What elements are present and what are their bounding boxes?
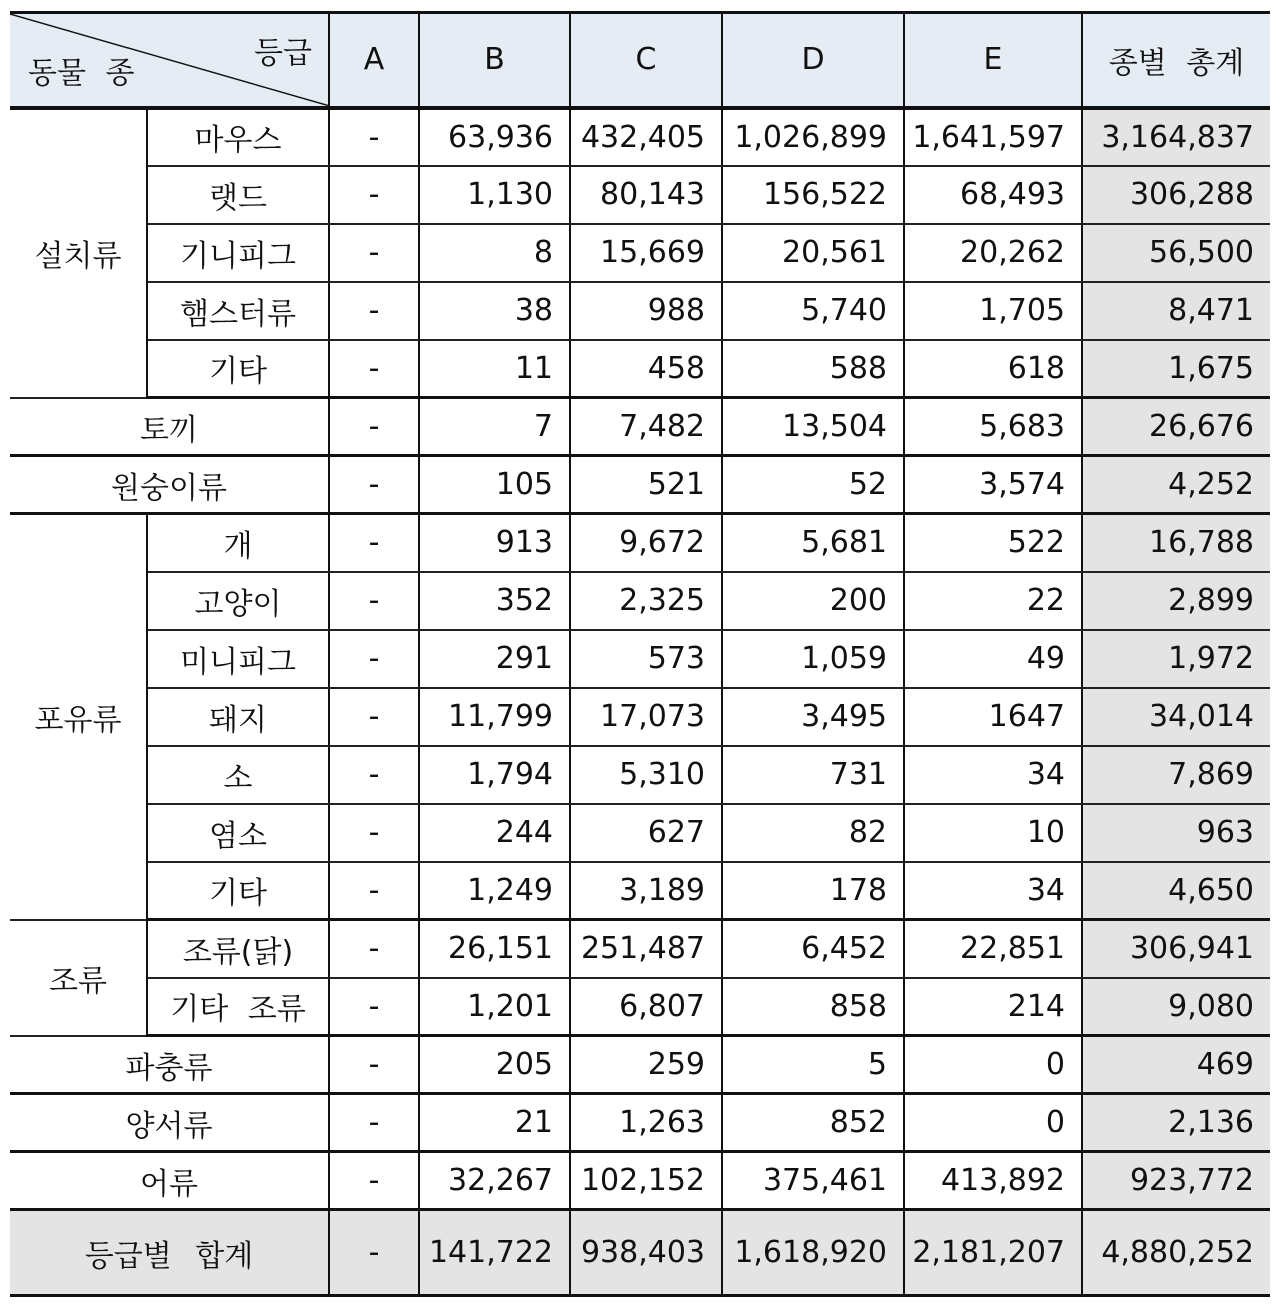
- grade-d-cell: 13,504: [722, 398, 904, 456]
- category-cell: 조류: [10, 920, 147, 1036]
- corner-species-label: 동물 종: [28, 55, 135, 91]
- corner-header-cell: [10, 13, 329, 108]
- grade-e-cell: 413,892: [904, 1152, 1082, 1210]
- category-cell: 포유류: [10, 514, 147, 920]
- species-total-cell: 306,288: [1082, 166, 1270, 224]
- table-row: [10, 1152, 1270, 1210]
- grade-b-cell: 11,799: [419, 688, 570, 746]
- grade-e-cell: 1,641,597: [904, 108, 1082, 166]
- category-cell: 토끼: [10, 398, 329, 456]
- grade-d-cell: 852: [722, 1094, 904, 1152]
- species-total-cell: 963: [1082, 804, 1270, 862]
- header-grade-b: B: [419, 13, 570, 108]
- grade-e-cell: 618: [904, 340, 1082, 398]
- table-row: [10, 862, 1270, 920]
- table-row: [10, 630, 1270, 688]
- species-total-cell: 469: [1082, 1036, 1270, 1094]
- grade-d-cell: 6,452: [722, 920, 904, 978]
- species-total-cell: 2,899: [1082, 572, 1270, 630]
- species-cell: 미니피그: [147, 630, 329, 688]
- grade-d-total: 1,618,920: [722, 1210, 904, 1296]
- table-row: [10, 398, 1270, 456]
- grade-e-cell: 1,705: [904, 282, 1082, 340]
- grade-b-cell: 7: [419, 398, 570, 456]
- grade-a-cell: -: [329, 514, 419, 572]
- category-cell: 양서류: [10, 1094, 329, 1152]
- grade-b-cell: 1,130: [419, 166, 570, 224]
- species-cell: 조류(닭): [147, 920, 329, 978]
- grade-d-cell: 588: [722, 340, 904, 398]
- grade-e-cell: 522: [904, 514, 1082, 572]
- grade-b-cell: 291: [419, 630, 570, 688]
- grade-c-cell: 573: [570, 630, 722, 688]
- grade-a-cell: -: [329, 862, 419, 920]
- species-total-cell: 4,650: [1082, 862, 1270, 920]
- grade-c-cell: 102,152: [570, 1152, 722, 1210]
- grade-e-cell: 1647: [904, 688, 1082, 746]
- grade-c-cell: 3,189: [570, 862, 722, 920]
- category-cell: 설치류: [10, 108, 147, 398]
- grade-a-cell: -: [329, 224, 419, 282]
- table-row: [10, 456, 1270, 514]
- grade-b-cell: 205: [419, 1036, 570, 1094]
- species-cell: 햄스터류: [147, 282, 329, 340]
- grade-a-cell: -: [329, 340, 419, 398]
- grade-a-cell: -: [329, 1152, 419, 1210]
- category-cell: 원숭이류: [10, 456, 329, 514]
- species-cell: 염소: [147, 804, 329, 862]
- grade-d-cell: 178: [722, 862, 904, 920]
- grade-b-cell: 105: [419, 456, 570, 514]
- grade-c-cell: 5,310: [570, 746, 722, 804]
- grade-c-cell: 2,325: [570, 572, 722, 630]
- table-row: [10, 572, 1270, 630]
- grade-c-cell: 9,672: [570, 514, 722, 572]
- grade-total-row: [10, 1210, 1270, 1296]
- grade-a-cell: -: [329, 804, 419, 862]
- grade-b-cell: 32,267: [419, 1152, 570, 1210]
- grade-e-cell: 0: [904, 1036, 1082, 1094]
- grade-d-cell: 200: [722, 572, 904, 630]
- grade-b-cell: 11: [419, 340, 570, 398]
- grade-d-cell: 731: [722, 746, 904, 804]
- grand-total: 4,880,252: [1082, 1210, 1270, 1296]
- grade-c-cell: 80,143: [570, 166, 722, 224]
- category-cell: 어류: [10, 1152, 329, 1210]
- grade-e-cell: 34: [904, 862, 1082, 920]
- grade-c-total: 938,403: [570, 1210, 722, 1296]
- species-total-cell: 3,164,837: [1082, 108, 1270, 166]
- header-grade-d: D: [722, 13, 904, 108]
- grade-b-cell: 244: [419, 804, 570, 862]
- grade-a-cell: -: [329, 746, 419, 804]
- species-total-cell: 26,676: [1082, 398, 1270, 456]
- species-cell: 기타: [147, 340, 329, 398]
- species-total-cell: 1,675: [1082, 340, 1270, 398]
- species-total-cell: 2,136: [1082, 1094, 1270, 1152]
- grade-c-cell: 15,669: [570, 224, 722, 282]
- grade-a-cell: -: [329, 630, 419, 688]
- header-grade-e: E: [904, 13, 1082, 108]
- grade-c-cell: 259: [570, 1036, 722, 1094]
- grade-c-cell: 17,073: [570, 688, 722, 746]
- grade-b-cell: 21: [419, 1094, 570, 1152]
- table-row: [10, 804, 1270, 862]
- grade-b-cell: 8: [419, 224, 570, 282]
- species-cell: 기타 조류: [147, 978, 329, 1036]
- category-cell: 파충류: [10, 1036, 329, 1094]
- table-row: [10, 282, 1270, 340]
- table-row: [10, 978, 1270, 1036]
- species-cell: 기타: [147, 862, 329, 920]
- grade-d-cell: 52: [722, 456, 904, 514]
- header-row: [10, 13, 1270, 108]
- table-row: [10, 224, 1270, 282]
- grade-b-cell: 26,151: [419, 920, 570, 978]
- grade-d-cell: 858: [722, 978, 904, 1036]
- grade-e-cell: 22: [904, 572, 1082, 630]
- grade-c-cell: 1,263: [570, 1094, 722, 1152]
- grade-e-cell: 22,851: [904, 920, 1082, 978]
- grade-b-total: 141,722: [419, 1210, 570, 1296]
- species-total-cell: 923,772: [1082, 1152, 1270, 1210]
- grade-b-cell: 38: [419, 282, 570, 340]
- species-total-cell: 7,869: [1082, 746, 1270, 804]
- grade-d-cell: 3,495: [722, 688, 904, 746]
- grade-a-cell: -: [329, 688, 419, 746]
- grade-e-cell: 0: [904, 1094, 1082, 1152]
- species-total-cell: 56,500: [1082, 224, 1270, 282]
- species-total-cell: 34,014: [1082, 688, 1270, 746]
- grade-total-label: 등급별 합계: [10, 1210, 329, 1296]
- grade-a-total: -: [329, 1210, 419, 1296]
- table-row: [10, 688, 1270, 746]
- grade-b-cell: 63,936: [419, 108, 570, 166]
- table-row: [10, 746, 1270, 804]
- species-total-cell: 16,788: [1082, 514, 1270, 572]
- table-row: [10, 340, 1270, 398]
- species-cell: 돼지: [147, 688, 329, 746]
- grade-c-cell: 521: [570, 456, 722, 514]
- species-cell: 마우스: [147, 108, 329, 166]
- animal-grade-table: [10, 11, 1270, 1297]
- grade-d-cell: 1,026,899: [722, 108, 904, 166]
- grade-d-cell: 156,522: [722, 166, 904, 224]
- grade-e-total: 2,181,207: [904, 1210, 1082, 1296]
- grade-a-cell: -: [329, 572, 419, 630]
- table-row: [10, 166, 1270, 224]
- grade-e-cell: 34: [904, 746, 1082, 804]
- grade-e-cell: 10: [904, 804, 1082, 862]
- table-row: [10, 1036, 1270, 1094]
- species-total-cell: 9,080: [1082, 978, 1270, 1036]
- grade-b-cell: 913: [419, 514, 570, 572]
- grade-e-cell: 49: [904, 630, 1082, 688]
- species-cell: 고양이: [147, 572, 329, 630]
- grade-c-cell: 7,482: [570, 398, 722, 456]
- grade-a-cell: -: [329, 978, 419, 1036]
- grade-a-cell: -: [329, 1094, 419, 1152]
- grade-c-cell: 458: [570, 340, 722, 398]
- grade-c-cell: 251,487: [570, 920, 722, 978]
- grade-d-cell: 5: [722, 1036, 904, 1094]
- table-row: [10, 920, 1270, 978]
- header-species-total: 종별 총계: [1082, 13, 1270, 108]
- grade-a-cell: -: [329, 282, 419, 340]
- grade-a-cell: -: [329, 166, 419, 224]
- grade-e-cell: 214: [904, 978, 1082, 1036]
- grade-d-cell: 5,740: [722, 282, 904, 340]
- species-total-cell: 4,252: [1082, 456, 1270, 514]
- grade-e-cell: 5,683: [904, 398, 1082, 456]
- grade-d-cell: 5,681: [722, 514, 904, 572]
- grade-b-cell: 352: [419, 572, 570, 630]
- grade-e-cell: 20,262: [904, 224, 1082, 282]
- grade-b-cell: 1,201: [419, 978, 570, 1036]
- species-cell: 소: [147, 746, 329, 804]
- grade-c-cell: 432,405: [570, 108, 722, 166]
- table-row: [10, 1094, 1270, 1152]
- species-cell: 랫드: [147, 166, 329, 224]
- grade-c-cell: 627: [570, 804, 722, 862]
- grade-d-cell: 375,461: [722, 1152, 904, 1210]
- grade-c-cell: 988: [570, 282, 722, 340]
- species-total-cell: 306,941: [1082, 920, 1270, 978]
- grade-c-cell: 6,807: [570, 978, 722, 1036]
- grade-a-cell: -: [329, 108, 419, 166]
- table-row: [10, 514, 1270, 572]
- grade-b-cell: 1,249: [419, 862, 570, 920]
- grade-a-cell: -: [329, 1036, 419, 1094]
- corner-grade-label: 등급: [254, 36, 312, 71]
- species-cell: 기니피그: [147, 224, 329, 282]
- grade-b-cell: 1,794: [419, 746, 570, 804]
- table-row: [10, 108, 1270, 166]
- species-total-cell: 8,471: [1082, 282, 1270, 340]
- grade-e-cell: 68,493: [904, 166, 1082, 224]
- species-total-cell: 1,972: [1082, 630, 1270, 688]
- grade-d-cell: 20,561: [722, 224, 904, 282]
- grade-a-cell: -: [329, 398, 419, 456]
- header-grade-a: A: [329, 13, 419, 108]
- grade-e-cell: 3,574: [904, 456, 1082, 514]
- grade-a-cell: -: [329, 920, 419, 978]
- grade-d-cell: 1,059: [722, 630, 904, 688]
- species-cell: 개: [147, 514, 329, 572]
- animal-grade-table-container: [10, 11, 1270, 1297]
- grade-d-cell: 82: [722, 804, 904, 862]
- grade-a-cell: -: [329, 456, 419, 514]
- header-grade-c: C: [570, 13, 722, 108]
